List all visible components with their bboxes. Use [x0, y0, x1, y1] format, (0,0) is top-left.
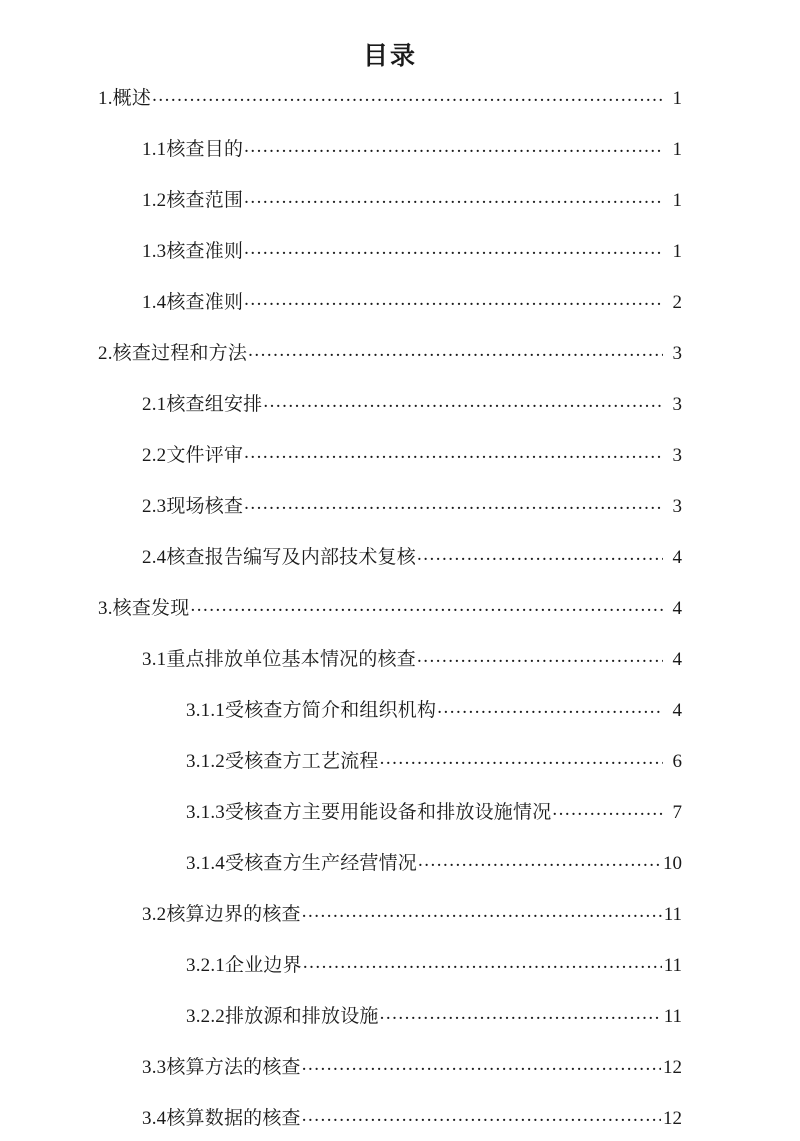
toc-entry[interactable] — [98, 443, 682, 465]
toc-leader-dots — [244, 137, 663, 156]
toc-entry[interactable] — [98, 749, 682, 771]
toc-entry-label: 1.4核查准则 — [142, 292, 244, 313]
toc-entry-label: 3.1.2受核查方工艺流程 — [186, 751, 379, 772]
toc-entry-label: 3.2.1企业边界 — [186, 955, 302, 976]
toc-entry-label: 3.核查发现 — [98, 598, 190, 619]
toc-leader-dots — [244, 239, 663, 258]
toc-entry-label: 3.1.1受核查方简介和组织机构 — [186, 700, 437, 721]
toc-entry[interactable] — [98, 800, 682, 822]
toc-entry-label: 2.4核查报告编写及内部技术复核 — [142, 547, 416, 568]
toc-page-number: 1 — [672, 139, 682, 160]
toc-page-number: 1 — [672, 88, 682, 109]
toc-entry-label: 3.1.4受核查方生产经营情况 — [186, 853, 418, 874]
toc-entry-label: 3.1重点排放单位基本情况的核查 — [142, 649, 416, 670]
toc-entry[interactable] — [98, 341, 682, 363]
page-title: 目录 — [362, 43, 417, 70]
toc-page-number: 12 — [663, 1057, 682, 1078]
toc-leader-dots — [244, 290, 663, 309]
toc-leader-dots — [244, 494, 663, 513]
toc-page-number: 1 — [672, 190, 682, 211]
toc-page-number: 3 — [672, 343, 682, 364]
toc-entry[interactable] — [98, 647, 682, 669]
toc-page-number: 7 — [672, 802, 682, 823]
toc-entry[interactable] — [98, 239, 682, 261]
toc-page-number: 11 — [663, 904, 682, 925]
toc-leader-dots — [244, 443, 663, 462]
toc-page-number: 4 — [672, 547, 682, 568]
toc-page-number: 3 — [672, 445, 682, 466]
toc-page-number: 4 — [672, 649, 682, 670]
toc-entry[interactable] — [98, 290, 682, 312]
toc-leader-dots — [380, 1004, 662, 1023]
toc-leader-dots — [152, 86, 663, 105]
toc-entry[interactable] — [98, 1055, 682, 1077]
toc-leader-dots — [417, 647, 663, 666]
toc-entry[interactable] — [98, 851, 682, 873]
toc-entry-label: 3.2核算边界的核查 — [142, 904, 301, 925]
toc-entry-label: 2.核查过程和方法 — [98, 343, 248, 364]
toc-entry[interactable] — [98, 494, 682, 516]
toc-leader-dots — [248, 341, 663, 360]
toc-entry[interactable] — [98, 1004, 682, 1026]
toc-entry-label: 3.3核算方法的核查 — [142, 1057, 301, 1078]
toc-page-number: 11 — [663, 955, 682, 976]
toc-entry-label: 2.1核查组安排 — [142, 394, 263, 415]
toc-page-number: 10 — [663, 853, 682, 874]
toc-leader-dots — [302, 1055, 661, 1074]
toc-entry[interactable] — [98, 86, 682, 108]
toc-page-number: 11 — [663, 1006, 682, 1027]
toc-page-number: 3 — [672, 394, 682, 415]
toc-entry-label: 3.4核算数据的核查 — [142, 1108, 301, 1129]
toc-leader-dots — [302, 902, 662, 921]
toc-leader-dots — [190, 596, 663, 615]
toc-entry[interactable] — [98, 596, 682, 618]
toc-page-number: 4 — [672, 700, 682, 721]
toc-entry[interactable] — [98, 392, 682, 414]
toc-entry[interactable] — [98, 137, 682, 159]
toc-leader-dots — [302, 1106, 661, 1125]
toc-leader-dots — [552, 800, 663, 819]
toc-entry[interactable] — [98, 1106, 682, 1128]
toc-leader-dots — [303, 953, 662, 972]
toc-leader-dots — [380, 749, 663, 768]
toc-entry-label: 3.1.3受核查方主要用能设备和排放设施情况 — [186, 802, 552, 823]
toc-entry[interactable] — [98, 902, 682, 924]
toc-entry-label: 2.2文件评审 — [142, 445, 244, 466]
toc-page-number: 1 — [672, 241, 682, 262]
toc-page-number: 6 — [672, 751, 682, 772]
toc-entry-label: 2.3现场核查 — [142, 496, 244, 517]
toc-entry-label: 3.2.2排放源和排放设施 — [186, 1006, 379, 1027]
toc-leader-dots — [437, 698, 663, 717]
toc-leader-dots — [417, 545, 663, 564]
toc-entry[interactable] — [98, 953, 682, 975]
toc-leader-dots — [244, 188, 663, 207]
toc-entry-label: 1.概述 — [98, 88, 152, 109]
toc-entry-label: 1.2核查范围 — [142, 190, 244, 211]
toc-entry-label: 1.1核查目的 — [142, 139, 244, 160]
toc-entry[interactable] — [98, 545, 682, 567]
table-of-contents — [98, 86, 682, 1128]
toc-leader-dots — [263, 392, 663, 411]
toc-entry[interactable] — [98, 698, 682, 720]
toc-entry[interactable] — [98, 188, 682, 210]
toc-page-number: 12 — [663, 1108, 682, 1129]
toc-page-number: 3 — [672, 496, 682, 517]
toc-page-number: 2 — [672, 292, 682, 313]
toc-page-number: 4 — [672, 598, 682, 619]
toc-leader-dots — [418, 851, 661, 870]
toc-entry-label: 1.3核查准则 — [142, 241, 244, 262]
